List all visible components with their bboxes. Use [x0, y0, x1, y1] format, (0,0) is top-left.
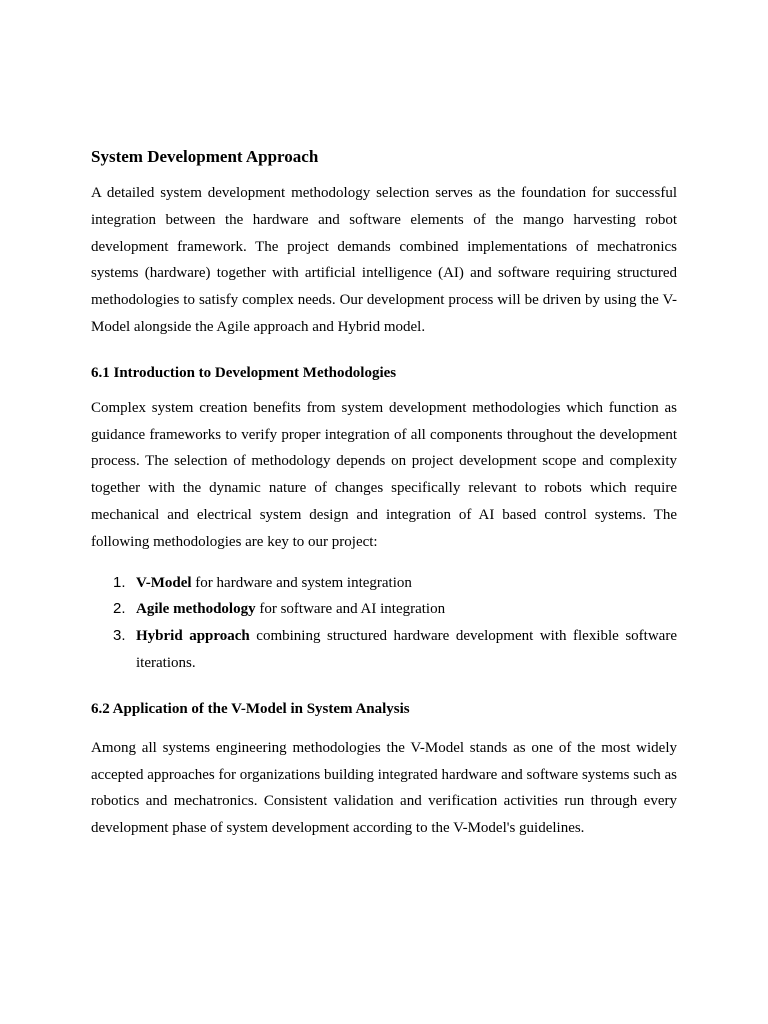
document-page — [91, 146, 677, 842]
methodology-list — [91, 570, 677, 677]
list-item-text: combining structured hardware development with flexible software iterations. — [136, 628, 677, 671]
list-item — [91, 596, 677, 623]
intro-paragraph: A detailed system development methodology selection serves as the foundation for successful integration between the hardware and software elements of the mango harvesting robot development framework. The project demands combined implementations of mechatronics systems (hardware) together with artificial intelligence (AI) and software requiring structured methodologies to satisfy complex needs. Our development process will be driven by using the V-Model alongside the Agile approach and Hybrid model. — [91, 185, 677, 335]
list-number: 1. — [113, 573, 126, 591]
list-item-bold: Agile methodology — [136, 601, 256, 618]
section-6-1-paragraph: Complex system creation benefits from system development methodologies which function as guidance frameworks to verify proper integration of all components throughout the development process. The selection of methodology depends on project development scope and complexity together with the dynamic nature of changes specifically relevant to robots which require mechanical and electrical system design and integration of AI based control systems. The following methodologies are key to our project: — [91, 399, 677, 550]
list-number: 2. — [113, 600, 126, 618]
list-item — [91, 570, 677, 597]
list-number: 3. — [113, 627, 126, 645]
list-item — [91, 623, 677, 677]
section-heading-6-2: 6.2 Application of the V-Model in System Analysis — [91, 700, 410, 717]
list-item-text: for hardware and system integration — [191, 574, 412, 591]
page-title: System Development Approach — [91, 147, 319, 166]
list-item-bold: Hybrid approach — [136, 628, 250, 645]
list-item-bold: V-Model — [136, 574, 192, 591]
section-6-2-paragraph: Among all systems engineering methodologies the V-Model stands as one of the most widely accepted approaches for organizations building integrated hardware and software systems such as robotics and mechatronics. Consistent validation and verification activities run through every development phase of system development according to the V-Model's guidelines. — [91, 739, 677, 837]
list-item-text: for software and AI integration — [255, 601, 446, 618]
section-heading-6-1: 6.1 Introduction to Development Methodologies — [91, 364, 397, 381]
